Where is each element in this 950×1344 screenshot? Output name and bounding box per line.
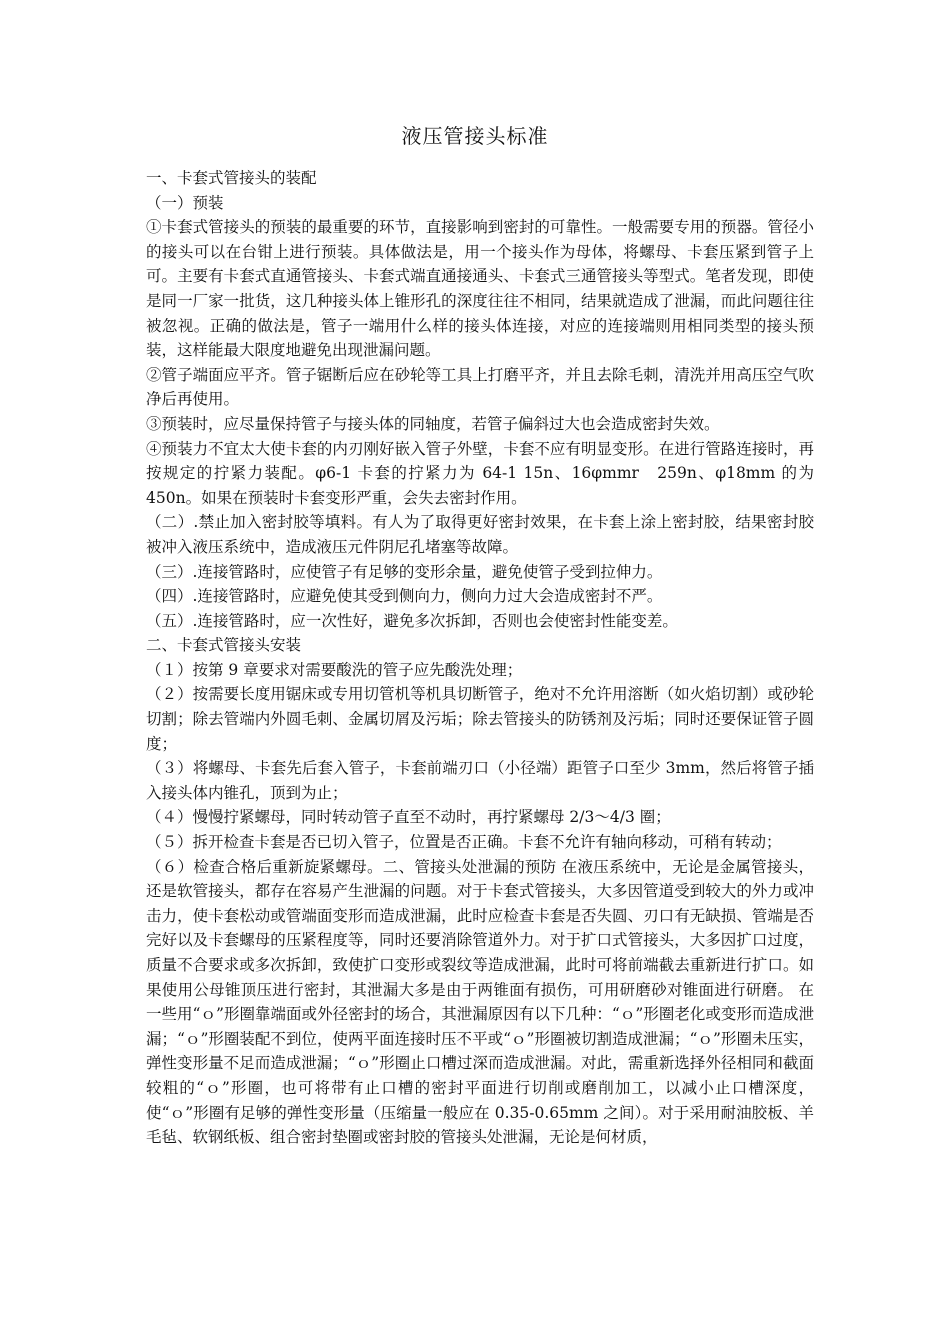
step-paragraph: （２）按需要长度用锯床或专用切管机等机具切断管子，绝对不允许用溶断（如火焰切割）或砂轮切割；除去管端内外圆毛刺、金属切屑及污垢；除去管接头的防锈剂及污垢；同时还要保证管子圆度； (146, 685, 814, 753)
section-heading-2: 二、卡套式管接头安装 (146, 636, 302, 655)
document-body (146, 166, 814, 1150)
body-paragraph: ③预装时，应尽量保持管子与接头体的同轴度，若管子偏斜过大也会造成密封失效。 (146, 414, 720, 433)
step-paragraph: （６）检查合格后重新旋紧螺母。二、管接头处泄漏的预防 在液压系统中，无论是金属管接头，还是软管接头，都存在容易产生泄漏的问题。对于卡套式管接头，大多因管道受到较大的外力或冲击力，使卡套松动或管端面变形而造成泄漏，此时应检查卡套是否失圆、刃口有无缺损、管端是否完好以及卡套螺母的压紧程度等，同时还要消除管道外力。对于扩口式管接头，大多因扩口过度，质量不合要求或多次拆卸，致使扩口变形或裂纹等造成泄漏，此时可将前端截去重新进行扩口。如果使用公母锥顶压进行密封，其泄漏大多是由于两锥面有损伤，可用研磨砂对锥面进行研磨。 在一些用“ｏ”形圈靠端面或外径密封的场合，其泄漏原因有以下几种：“ｏ”形圈老化或变形而造成泄漏；“ｏ”形圈装配不到位，使两平面连接时压不平或“ｏ”形圈被切割造成泄漏；“ｏ”形圈未压实，弹性变形量不足而造成泄漏；“ｏ”形圈止口槽过深而造成泄漏。对此，需重新选择外径相同和截面较粗的“ｏ”形圈，也可将带有止口槽的密封平面进行切削或磨削加工，以减小止口槽深度，使“ｏ”形圈有足够的弹性变形量（压缩量一般应在 0.35-0.65mm 之间）。对于采用耐油胶板、羊毛毡、软钢纸板、组合密封垫圈或密封胶的管接头处泄漏，无论是何材质， (146, 857, 814, 1147)
step-paragraph: （５）拆开检查卡套是否已切入管子，位置是否正确。卡套不允许有轴向移动，可稍有转动； (146, 833, 782, 852)
step-paragraph: （１）按第 9 章要求对需要酸洗的管子应先酸洗处理； (146, 660, 523, 679)
body-paragraph: ①卡套式管接头的预装的最重要的环节，直接影响到密封的可靠性。一般需要专用的预器。管径小的接头可以在台钳上进行预装。具体做法是，用一个接头作为母体，将螺母、卡套压紧到管子上可。主要有卡套式直通管接头、卡套式端直通接通头、卡套式三通管接头等型式。笔者发现，即使是同一厂家一批货，这几种接头体上锥形孔的深度往往不相同，结果就造成了泄漏，而此问题往往被忽视。正确的做法是，管子一端用什么样的接头体连接，对应的连接端则用相同类型的接头预装，这样能最大限度地避免出现泄漏问题。 (146, 218, 814, 360)
body-paragraph: （三）.连接管路时，应使管子有足够的变形余量，避免使管子受到拉伸力。 (146, 562, 663, 581)
body-paragraph: （二）.禁止加入密封胶等填料。有人为了取得更好密封效果，在卡套上涂上密封胶，结果密封胶被冲入液压系统中，造成液压元件阴尼孔堵塞等故障。 (146, 513, 814, 556)
section-heading-1: 一、卡套式管接头的装配 (146, 169, 317, 187)
body-paragraph: ④预装力不宜太大使卡套的内刃刚好嵌入管子外壁，卡套不应有明显变形。在进行管路连接时，再按规定的拧紧力装配。φ6-1 卡套的拧紧力为 64-1 15n、16φmmr 259n、φ18mm 的为 450n。如果在预装时卡套变形严重，会失去密封作用。 (146, 439, 814, 507)
document-title: 液压管接头标准 (401, 124, 549, 148)
body-paragraph: （五）.连接管路时，应一次性好，避免多次拆卸，否则也会使密封性能变差。 (146, 611, 678, 630)
subsection-heading: （一）预装 (146, 193, 224, 212)
step-paragraph: （４）慢慢拧紧螺母，同时转动管子直至不动时，再拧紧螺母 2/3～4/3 圈； (146, 808, 671, 827)
body-paragraph: ②管子端面应平齐。管子锯断后应在砂轮等工具上打磨平齐，并且去除毛刺，清洗并用高压空气吹净后再使用。 (146, 365, 814, 409)
body-paragraph: （四）.连接管路时，应避免使其受到侧向力，侧向力过大会造成密封不严。 (146, 587, 663, 606)
step-paragraph: （３）将螺母、卡套先后套入管子，卡套前端刃口（小径端）距管子口至少 3mm，然后将管子插入接头体内锥孔，顶到为止； (146, 759, 814, 802)
